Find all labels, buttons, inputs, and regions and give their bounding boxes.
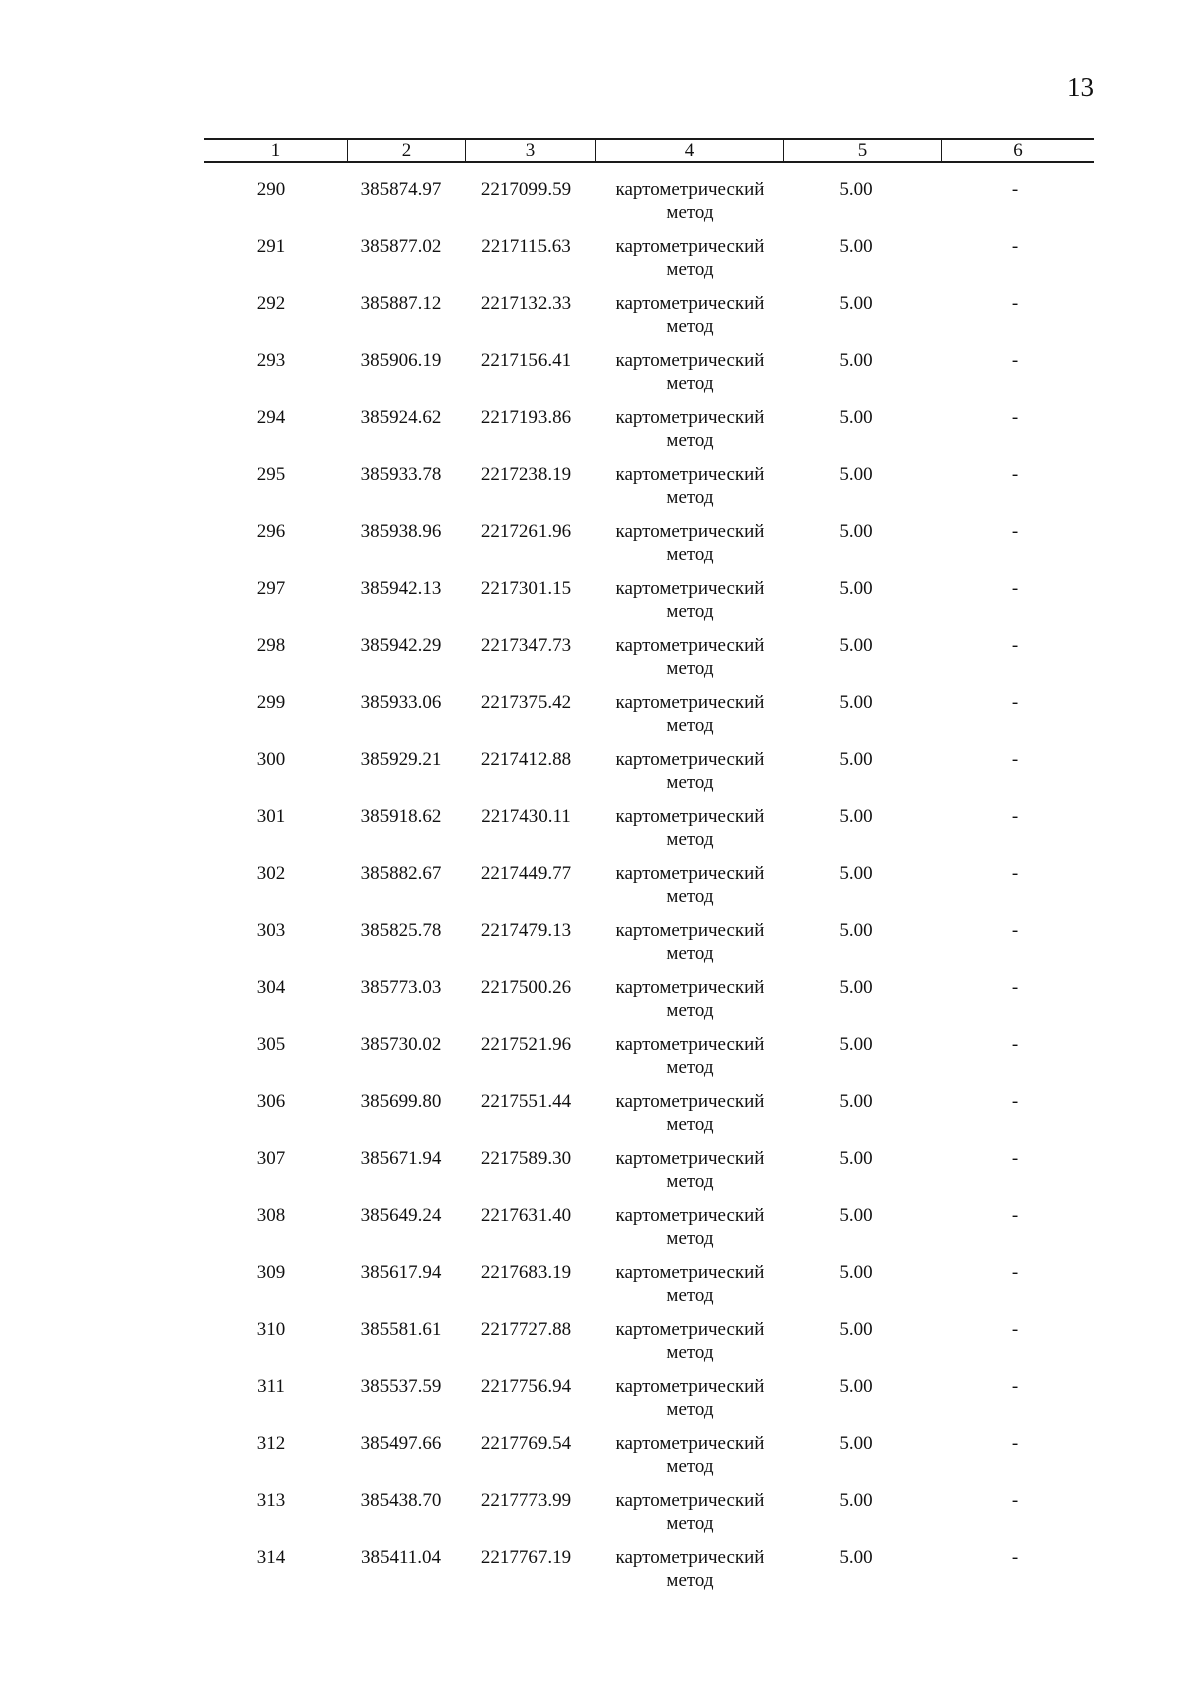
coordinate-x: 385649.24 — [360, 1205, 442, 1226]
method-text-line1: картометрический — [615, 977, 765, 998]
method-text-line1: картометрический — [615, 1091, 765, 1112]
method-text-line1: картометрический — [615, 464, 765, 485]
point-number: 307 — [256, 1148, 286, 1169]
coordinate-y: 2217430.11 — [481, 806, 571, 827]
method-cell — [596, 1033, 784, 1090]
method-cell — [596, 577, 784, 634]
point-number: 302 — [256, 863, 286, 884]
method-text-line2: метод — [666, 1114, 714, 1135]
coordinate-y: 2217551.44 — [480, 1091, 572, 1112]
method-text-line1: картометрический — [615, 863, 765, 884]
note-value: - — [1011, 1547, 1019, 1568]
method-cell — [596, 748, 784, 805]
accuracy-value: 5.00 — [839, 1433, 873, 1454]
coordinate-y: 2217132.33 — [480, 293, 572, 314]
method-text-line1: картометрический — [615, 578, 765, 599]
table-row — [204, 1204, 1094, 1261]
table-row — [204, 1546, 1094, 1603]
method-cell — [596, 1090, 784, 1147]
method-text-line2: метод — [666, 1570, 714, 1591]
table-row — [204, 349, 1094, 406]
method-text-line2: метод — [666, 316, 714, 337]
accuracy-value: 5.00 — [839, 578, 873, 599]
note-value: - — [1011, 407, 1019, 428]
coordinates-table — [204, 138, 1094, 1603]
accuracy-value: 5.00 — [839, 977, 873, 998]
accuracy-value: 5.00 — [839, 920, 873, 941]
coordinate-x: 385933.06 — [360, 692, 442, 713]
note-value: - — [1011, 1148, 1019, 1169]
note-value: - — [1011, 635, 1019, 656]
table-row — [204, 748, 1094, 805]
method-cell — [596, 634, 784, 691]
column-header-1: 1 — [204, 140, 348, 161]
point-number: 292 — [256, 293, 286, 314]
coordinate-x: 385671.94 — [360, 1148, 442, 1169]
method-cell — [596, 235, 784, 292]
method-cell — [596, 862, 784, 919]
coordinate-x: 385887.12 — [360, 293, 442, 314]
method-text-line2: метод — [666, 430, 714, 451]
note-value: - — [1011, 920, 1019, 941]
note-value: - — [1011, 179, 1019, 200]
table-body — [204, 178, 1094, 1603]
table-row — [204, 1489, 1094, 1546]
coordinate-x: 385581.61 — [360, 1319, 442, 1340]
method-cell — [596, 1261, 784, 1318]
method-cell — [596, 1375, 784, 1432]
method-text-line1: картометрический — [615, 350, 765, 371]
accuracy-value: 5.00 — [839, 635, 873, 656]
accuracy-value: 5.00 — [839, 521, 873, 542]
method-text-line1: картометрический — [615, 806, 765, 827]
note-value: - — [1011, 806, 1019, 827]
note-value: - — [1011, 863, 1019, 884]
method-cell — [596, 1546, 784, 1603]
method-text-line1: картометрический — [615, 1376, 765, 1397]
method-text-line2: метод — [666, 715, 714, 736]
table-row — [204, 520, 1094, 577]
table-row — [204, 235, 1094, 292]
column-header-3: 3 — [466, 140, 596, 161]
coordinate-x: 385882.67 — [360, 863, 442, 884]
coordinate-x: 385929.21 — [360, 749, 442, 770]
method-text-line1: картометрический — [615, 521, 765, 542]
coordinate-x: 385730.02 — [360, 1034, 442, 1055]
coordinate-x: 385942.13 — [360, 578, 442, 599]
coordinate-y: 2217479.13 — [480, 920, 572, 941]
method-text-line1: картометрический — [615, 1547, 765, 1568]
coordinate-y: 2217238.19 — [480, 464, 572, 485]
note-value: - — [1011, 692, 1019, 713]
table-row — [204, 691, 1094, 748]
table-row — [204, 463, 1094, 520]
note-value: - — [1011, 1490, 1019, 1511]
coordinate-x: 385874.97 — [360, 179, 442, 200]
method-text-line2: метод — [666, 886, 714, 907]
method-cell — [596, 178, 784, 235]
table-row — [204, 1147, 1094, 1204]
coordinate-y: 2217521.96 — [480, 1034, 572, 1055]
point-number: 296 — [256, 521, 286, 542]
note-value: - — [1011, 749, 1019, 770]
point-number: 312 — [256, 1433, 286, 1454]
table-row — [204, 1318, 1094, 1375]
method-text-line2: метод — [666, 373, 714, 394]
accuracy-value: 5.00 — [839, 179, 873, 200]
point-number: 290 — [256, 179, 286, 200]
table-header — [204, 138, 1094, 163]
coordinate-y: 2217773.99 — [480, 1490, 572, 1511]
table-row — [204, 406, 1094, 463]
coordinate-y: 2217115.63 — [481, 236, 571, 257]
point-number: 293 — [256, 350, 286, 371]
note-value: - — [1011, 1262, 1019, 1283]
coordinate-y: 2217727.88 — [480, 1319, 572, 1340]
note-value: - — [1011, 1319, 1019, 1340]
method-text-line2: метод — [666, 772, 714, 793]
point-number: 297 — [256, 578, 286, 599]
method-text-line1: картометрический — [615, 1034, 765, 1055]
method-cell — [596, 349, 784, 406]
table-row — [204, 292, 1094, 349]
accuracy-value: 5.00 — [839, 1148, 873, 1169]
coordinate-y: 2217767.19 — [480, 1547, 572, 1568]
accuracy-value: 5.00 — [839, 1091, 873, 1112]
point-number: 295 — [256, 464, 286, 485]
note-value: - — [1011, 521, 1019, 542]
method-text-line1: картометрический — [615, 1148, 765, 1169]
table-row — [204, 634, 1094, 691]
method-text-line2: метод — [666, 1057, 714, 1078]
coordinate-y: 2217683.19 — [480, 1262, 572, 1283]
coordinate-y: 2217261.96 — [480, 521, 572, 542]
point-number: 291 — [256, 236, 286, 257]
point-number: 298 — [256, 635, 286, 656]
coordinate-y: 2217756.94 — [480, 1376, 572, 1397]
accuracy-value: 5.00 — [839, 749, 873, 770]
method-text-line2: метод — [666, 829, 714, 850]
method-cell — [596, 805, 784, 862]
method-text-line2: метод — [666, 1000, 714, 1021]
table-row — [204, 1432, 1094, 1489]
method-text-line1: картометрический — [615, 692, 765, 713]
method-cell — [596, 292, 784, 349]
accuracy-value: 5.00 — [839, 863, 873, 884]
coordinate-x: 385537.59 — [360, 1376, 442, 1397]
method-text-line2: метод — [666, 1513, 714, 1534]
point-number: 313 — [256, 1490, 286, 1511]
note-value: - — [1011, 350, 1019, 371]
method-cell — [596, 691, 784, 748]
method-text-line1: картометрический — [615, 179, 765, 200]
accuracy-value: 5.00 — [839, 464, 873, 485]
coordinate-x: 385699.80 — [360, 1091, 442, 1112]
accuracy-value: 5.00 — [839, 350, 873, 371]
method-text-line2: метод — [666, 601, 714, 622]
coordinate-y: 2217193.86 — [480, 407, 572, 428]
point-number: 310 — [256, 1319, 286, 1340]
column-header-2: 2 — [348, 140, 466, 161]
accuracy-value: 5.00 — [839, 1490, 873, 1511]
method-cell — [596, 976, 784, 1033]
page-number: 13 — [1067, 72, 1094, 102]
accuracy-value: 5.00 — [839, 1034, 873, 1055]
method-text-line1: картометрический — [615, 635, 765, 656]
method-cell — [596, 406, 784, 463]
method-cell — [596, 1204, 784, 1261]
coordinate-x: 385924.62 — [360, 407, 442, 428]
method-cell — [596, 1432, 784, 1489]
method-text-line1: картометрический — [615, 1490, 765, 1511]
coordinate-x: 385411.04 — [360, 1547, 442, 1568]
method-text-line2: метод — [666, 487, 714, 508]
point-number: 308 — [256, 1205, 286, 1226]
coordinate-x: 385617.94 — [360, 1262, 442, 1283]
point-number: 294 — [256, 407, 286, 428]
accuracy-value: 5.00 — [839, 692, 873, 713]
coordinate-y: 2217412.88 — [480, 749, 572, 770]
method-text-line2: метод — [666, 1399, 714, 1420]
note-value: - — [1011, 578, 1019, 599]
point-number: 301 — [256, 806, 286, 827]
method-text-line2: метод — [666, 259, 714, 280]
table-row — [204, 577, 1094, 634]
accuracy-value: 5.00 — [839, 1376, 873, 1397]
method-cell — [596, 919, 784, 976]
coordinate-y: 2217099.59 — [480, 179, 572, 200]
column-header-5: 5 — [784, 140, 942, 161]
method-cell — [596, 1489, 784, 1546]
coordinate-y: 2217589.30 — [480, 1148, 572, 1169]
coordinate-y: 2217375.42 — [480, 692, 572, 713]
method-text-line1: картометрический — [615, 920, 765, 941]
table-row — [204, 1090, 1094, 1147]
method-text-line1: картометрический — [615, 749, 765, 770]
coordinate-y: 2217500.26 — [480, 977, 572, 998]
point-number: 306 — [256, 1091, 286, 1112]
method-text-line2: метод — [666, 544, 714, 565]
accuracy-value: 5.00 — [839, 1262, 873, 1283]
coordinate-x: 385906.19 — [360, 350, 442, 371]
method-text-line2: метод — [666, 1456, 714, 1477]
coordinate-y: 2217769.54 — [480, 1433, 572, 1454]
point-number: 311 — [257, 1376, 285, 1397]
coordinate-x: 385938.96 — [360, 521, 442, 542]
method-text-line1: картометрический — [615, 1319, 765, 1340]
note-value: - — [1011, 293, 1019, 314]
method-text-line2: метод — [666, 943, 714, 964]
column-header-6: 6 — [1013, 140, 1023, 161]
point-number: 309 — [256, 1262, 286, 1283]
method-cell — [596, 1147, 784, 1204]
method-text-line2: метод — [666, 1285, 714, 1306]
accuracy-value: 5.00 — [839, 1205, 873, 1226]
accuracy-value: 5.00 — [839, 293, 873, 314]
note-value: - — [1011, 236, 1019, 257]
coordinate-x: 385877.02 — [360, 236, 442, 257]
table-row — [204, 862, 1094, 919]
point-number: 303 — [256, 920, 286, 941]
note-value: - — [1011, 1376, 1019, 1397]
accuracy-value: 5.00 — [839, 407, 873, 428]
method-text-line2: метод — [666, 202, 714, 223]
note-value: - — [1011, 1091, 1019, 1112]
table-row — [204, 178, 1094, 235]
method-cell — [596, 1318, 784, 1375]
table-row — [204, 805, 1094, 862]
method-cell — [596, 463, 784, 520]
accuracy-value: 5.00 — [839, 1547, 873, 1568]
coordinate-y: 2217156.41 — [480, 350, 572, 371]
point-number: 305 — [256, 1034, 286, 1055]
note-value: - — [1011, 1433, 1019, 1454]
method-text-line1: картометрический — [615, 1433, 765, 1454]
coordinate-y: 2217631.40 — [480, 1205, 572, 1226]
method-text-line2: метод — [666, 1228, 714, 1249]
point-number: 299 — [256, 692, 286, 713]
coordinate-x: 385825.78 — [360, 920, 442, 941]
note-value: - — [1011, 1034, 1019, 1055]
method-text-line1: картометрический — [615, 407, 765, 428]
method-text-line1: картометрический — [615, 293, 765, 314]
table-row — [204, 1261, 1094, 1318]
point-number: 304 — [256, 977, 286, 998]
coordinate-y: 2217301.15 — [480, 578, 572, 599]
coordinate-x: 385942.29 — [360, 635, 442, 656]
note-value: - — [1011, 464, 1019, 485]
table-row — [204, 976, 1094, 1033]
coordinate-x: 385438.70 — [360, 1490, 442, 1511]
column-header-4: 4 — [596, 140, 784, 161]
method-cell — [596, 520, 784, 577]
accuracy-value: 5.00 — [839, 1319, 873, 1340]
coordinate-y: 2217347.73 — [480, 635, 572, 656]
coordinate-x: 385933.78 — [360, 464, 442, 485]
method-text-line2: метод — [666, 1342, 714, 1363]
method-text-line1: картометрический — [615, 1205, 765, 1226]
method-text-line2: метод — [666, 658, 714, 679]
accuracy-value: 5.00 — [839, 236, 873, 257]
table-row — [204, 1033, 1094, 1090]
accuracy-value: 5.00 — [839, 806, 873, 827]
point-number: 300 — [256, 749, 286, 770]
table-row — [204, 919, 1094, 976]
coordinate-x: 385918.62 — [360, 806, 442, 827]
point-number: 314 — [256, 1547, 286, 1568]
method-text-line2: метод — [666, 1171, 714, 1192]
method-text-line1: картометрический — [615, 1262, 765, 1283]
table-row — [204, 1375, 1094, 1432]
coordinate-x: 385773.03 — [360, 977, 442, 998]
note-value: - — [1011, 1205, 1019, 1226]
note-value: - — [1011, 977, 1019, 998]
method-text-line1: картометрический — [615, 236, 765, 257]
coordinate-y: 2217449.77 — [480, 863, 572, 884]
coordinate-x: 385497.66 — [360, 1433, 442, 1454]
